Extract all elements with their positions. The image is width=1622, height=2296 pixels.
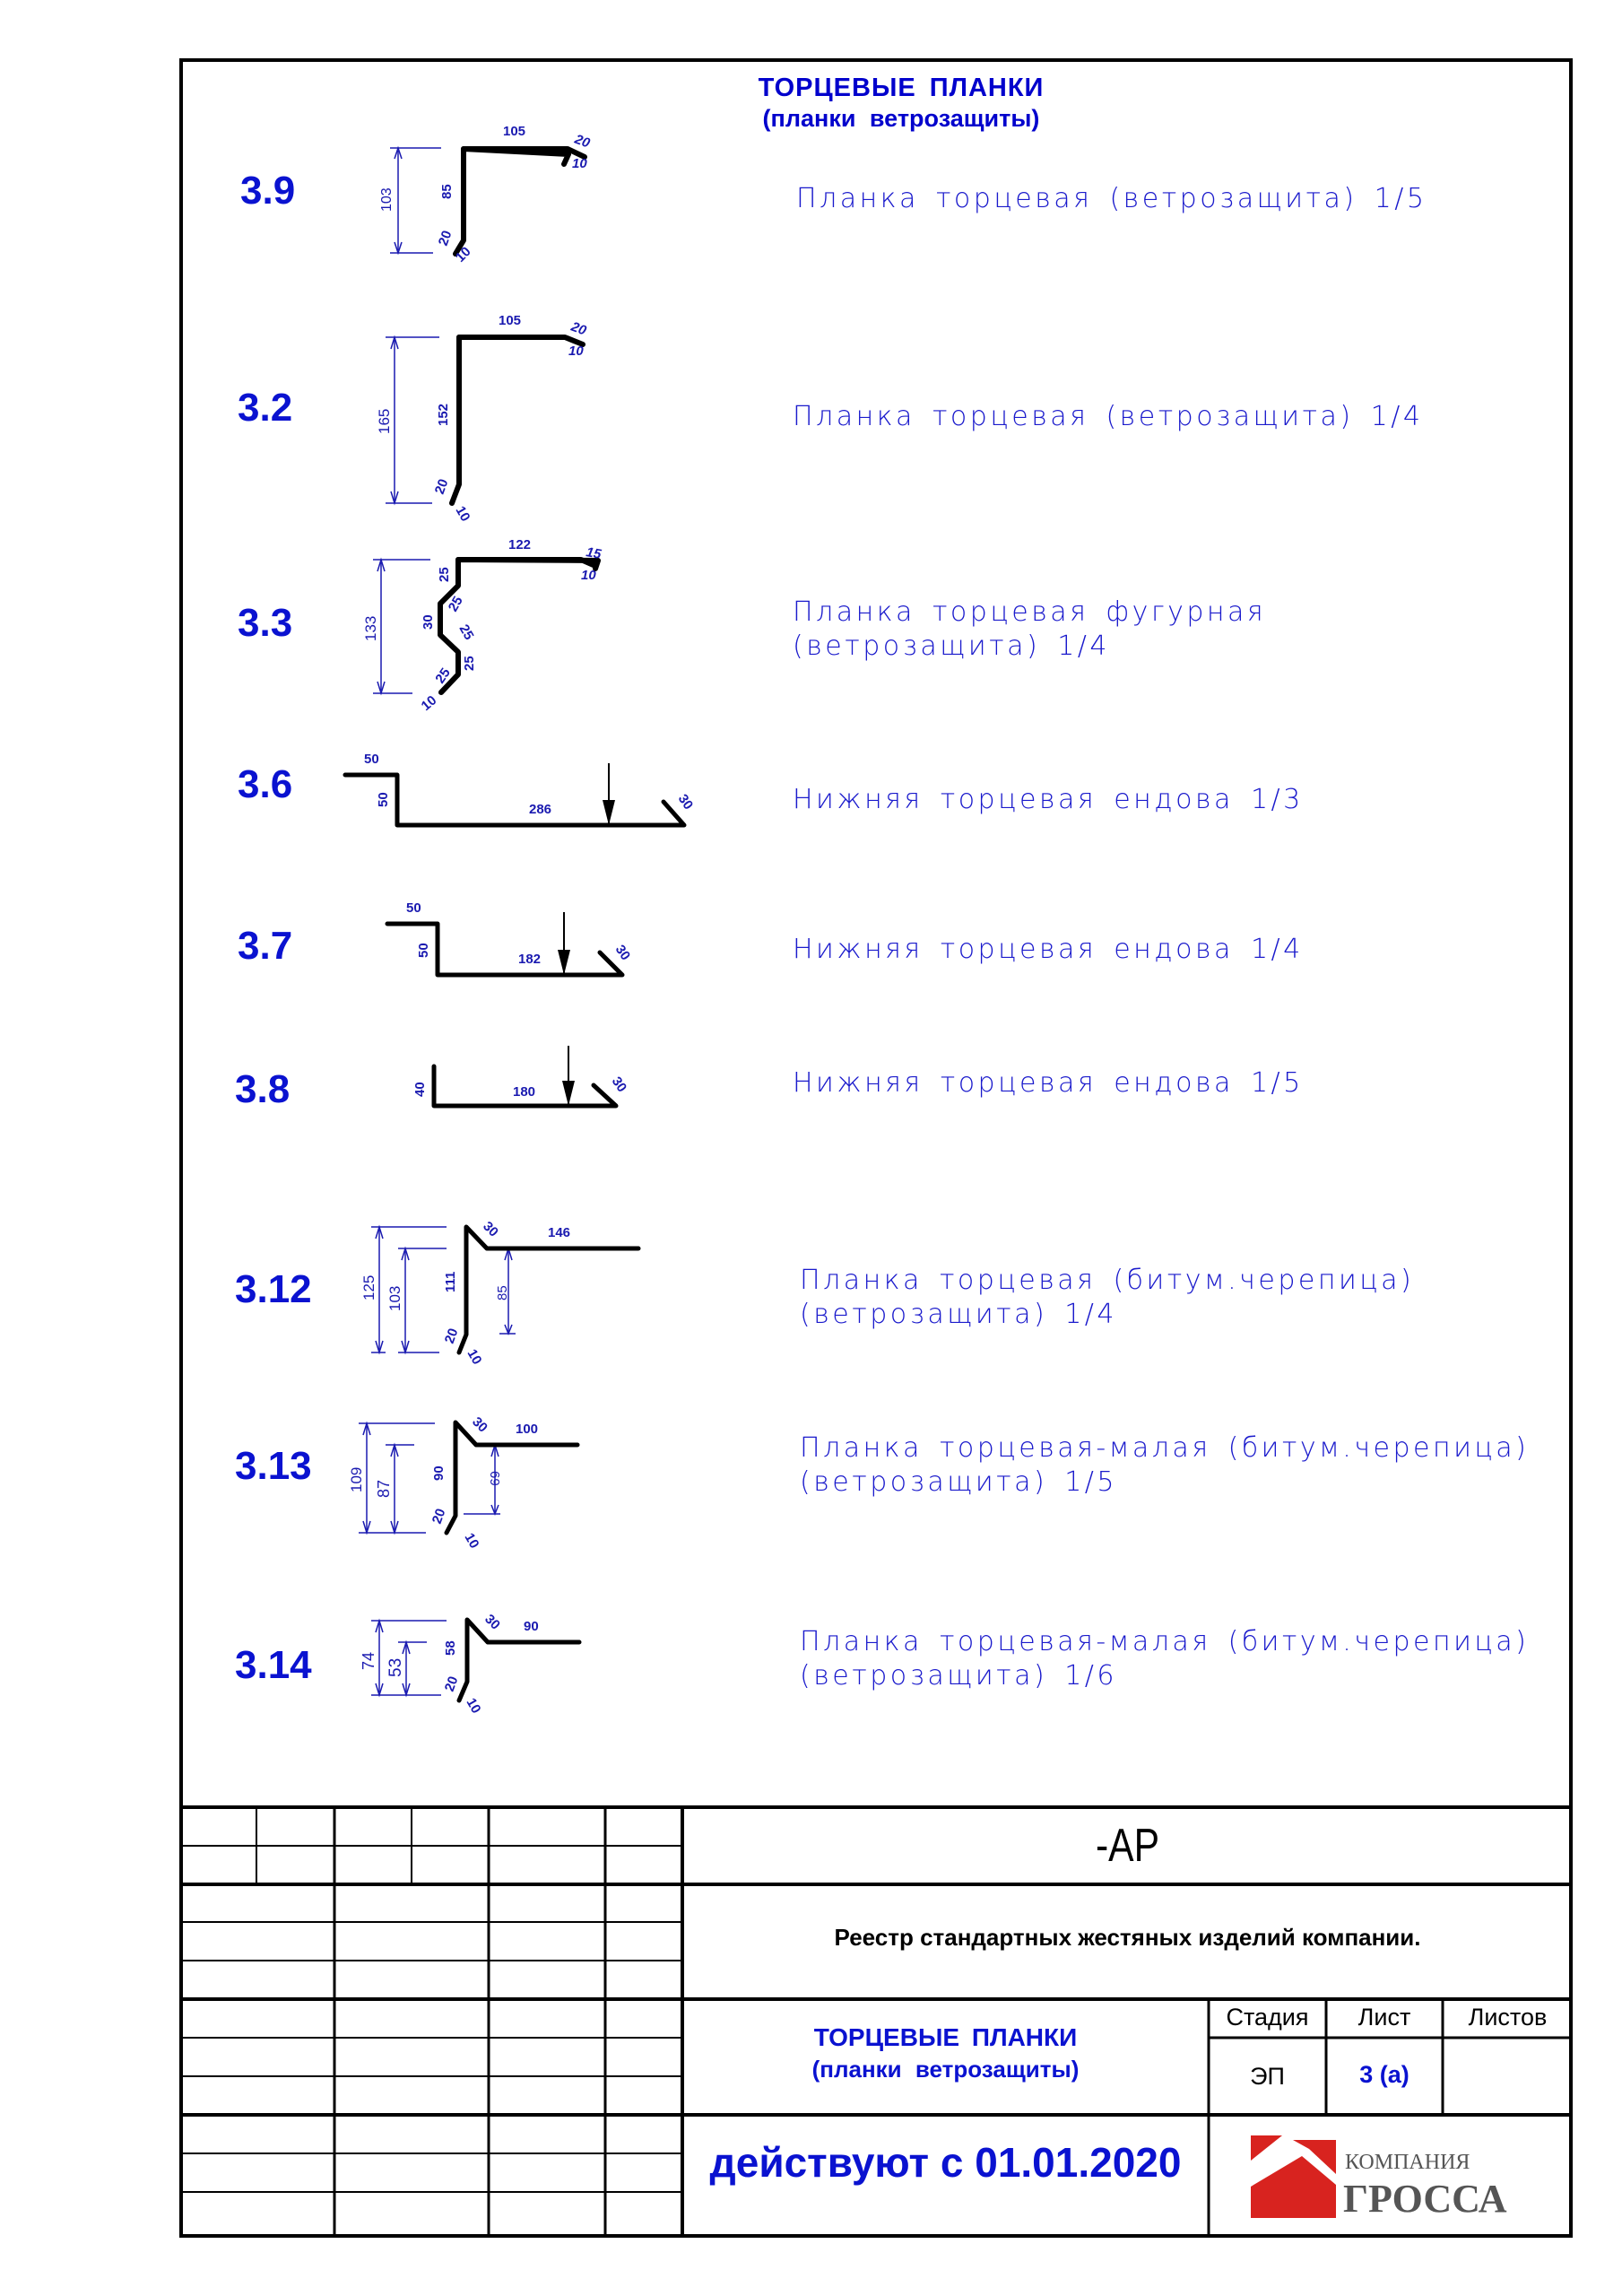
logo-house-icon [1246, 2131, 1340, 2221]
registry-title: Реестр стандартных жестяных изделий компании. [834, 1924, 1421, 1951]
dim-bottom-hem-end: 10 [461, 1530, 482, 1552]
item-description: Планка торцевая фугурная (ветрозащита) 1/4 [793, 596, 1267, 662]
item-description: Планка торцевая (ветрозащита) 1/5 [796, 183, 1427, 214]
dim-overall: 133 [362, 615, 379, 641]
dim-bottom: 182 [518, 952, 542, 967]
dim-top: 122 [508, 537, 532, 552]
item-description: Нижняя торцевая ендова 1/4 [793, 934, 1304, 965]
dim-lip: 30 [612, 942, 634, 963]
company-logo [1246, 2124, 1551, 2227]
dim-bottom-hem: 20 [431, 476, 452, 497]
block-sheet-title-line1: ТОРЦЕВЫЕ ПЛАНКИ [813, 2023, 1078, 2051]
item-description: Нижняя торцевая ендова 1/3 [793, 784, 1304, 815]
item-description: Планка торцевая (битум.черепица) (ветрозащита) 1/4 [800, 1265, 1415, 1330]
dim-inner: 103 [386, 1285, 403, 1311]
dim-vertical: 90 [431, 1465, 447, 1481]
dim-top: 105 [503, 124, 526, 139]
dim-bottom-hem: 20 [441, 1674, 462, 1694]
dim-bottom-hem-end: 10 [418, 692, 440, 715]
dim-seg5: 25 [462, 656, 477, 671]
item-description: Планка торцевая-малая (битум.черепица) (ветрозащита) 1/6 [800, 1626, 1530, 1692]
item-number: 3.6 [238, 762, 293, 806]
dim-bottom-hem: 20 [441, 1326, 462, 1346]
valid-from: действуют с 01.01.2020 [709, 2139, 1182, 2186]
dim-top-hem-end: 10 [581, 568, 596, 583]
dim-slope: 30 [469, 1413, 490, 1436]
item-description: Планка торцевая (ветрозащита) 1/4 [793, 401, 1424, 432]
dim-top-hem: 20 [568, 318, 589, 339]
dim-top: 105 [499, 313, 522, 328]
item-number: 3.7 [238, 924, 293, 968]
dim-inner: 87 [375, 1479, 393, 1498]
dim-top: 146 [548, 1225, 571, 1240]
dim-step: 40 [412, 1082, 428, 1097]
dim-vertical: 111 [443, 1271, 458, 1292]
dim-drop: 69 [487, 1471, 502, 1486]
item-number: 3.9 [240, 169, 296, 213]
dim-step: 50 [376, 792, 391, 807]
item-number: 3.12 [235, 1267, 312, 1311]
item-number: 3.14 [235, 1643, 312, 1687]
dim-overall: 109 [348, 1466, 365, 1492]
dim-vertical: 152 [436, 403, 451, 426]
sheet-header-subtitle: (планки ветрозащиты) [762, 105, 1040, 132]
sheet-label: Лист [1357, 2004, 1411, 2031]
dim-lip: 30 [608, 1074, 630, 1095]
block-sheet-title-line2: (планки ветрозащиты) [811, 2056, 1080, 2083]
dim-bottom-hem-end: 10 [463, 1695, 484, 1717]
dim-top-hem: 20 [572, 131, 593, 152]
item-number: 3.13 [235, 1444, 312, 1488]
logo-text-name: ГРОССА [1343, 2177, 1507, 2221]
dim-flange: 50 [364, 752, 379, 767]
dim-bottom-hem-end: 10 [452, 244, 474, 265]
sheet-header-title: ТОРЦЕВЫЕ ПЛАНКИ [758, 74, 1045, 102]
sheets-label: Листов [1468, 2004, 1548, 2031]
dim-step: 50 [416, 943, 431, 958]
dim-overall: 125 [360, 1274, 377, 1300]
dim-inner: 53 [386, 1657, 405, 1677]
dim-seg3: 30 [421, 614, 436, 630]
stage-value: ЭП [1250, 2063, 1285, 2090]
dim-overall: 165 [376, 408, 393, 434]
item-description: Планка торцевая-малая (битум.черепица) (ветрозащита) 1/5 [800, 1432, 1530, 1498]
dim-top: 100 [516, 1422, 539, 1437]
dim-seg2: 25 [445, 594, 466, 614]
item-number: 3.2 [238, 386, 293, 430]
dim-overall: 103 [379, 187, 395, 212]
item-number: 3.8 [235, 1067, 291, 1111]
dim-top: 90 [524, 1619, 539, 1634]
item-description: Нижняя торцевая ендова 1/5 [793, 1067, 1304, 1099]
logo-text-company: КОМПАНИЯ [1345, 2151, 1470, 2174]
dim-bottom-hem-end: 10 [452, 503, 473, 525]
stage-label: Стадия [1226, 2004, 1309, 2031]
dim-drop: 85 [495, 1285, 510, 1300]
dim-bottom-hem: 20 [429, 1506, 449, 1526]
dim-bottom: 286 [529, 802, 552, 817]
block-sheet-title [682, 2023, 1209, 2083]
dim-bottom: 180 [513, 1084, 536, 1100]
dim-top-hem-end: 10 [572, 156, 587, 171]
dim-seg1: 25 [437, 567, 452, 582]
dim-flange: 50 [406, 900, 421, 916]
dim-top-hem-end: 10 [568, 344, 584, 359]
dim-slope: 30 [480, 1218, 501, 1240]
dim-vertical: 85 [439, 184, 455, 199]
dim-lip: 30 [674, 791, 697, 813]
sheet-value: 3 (а) [1359, 2061, 1409, 2088]
dim-slope: 30 [481, 1611, 503, 1633]
dim-seg6: 25 [432, 665, 454, 687]
dim-seg4: 25 [455, 622, 477, 643]
document-code: -АР [1095, 1820, 1160, 1872]
dim-bottom-hem: 20 [435, 228, 455, 248]
dim-top-hem: 15 [585, 544, 603, 562]
dim-vertical: 58 [443, 1640, 458, 1656]
item-number: 3.3 [238, 601, 293, 645]
dim-bottom-hem-end: 10 [464, 1346, 485, 1368]
dim-overall: 74 [360, 1651, 377, 1670]
